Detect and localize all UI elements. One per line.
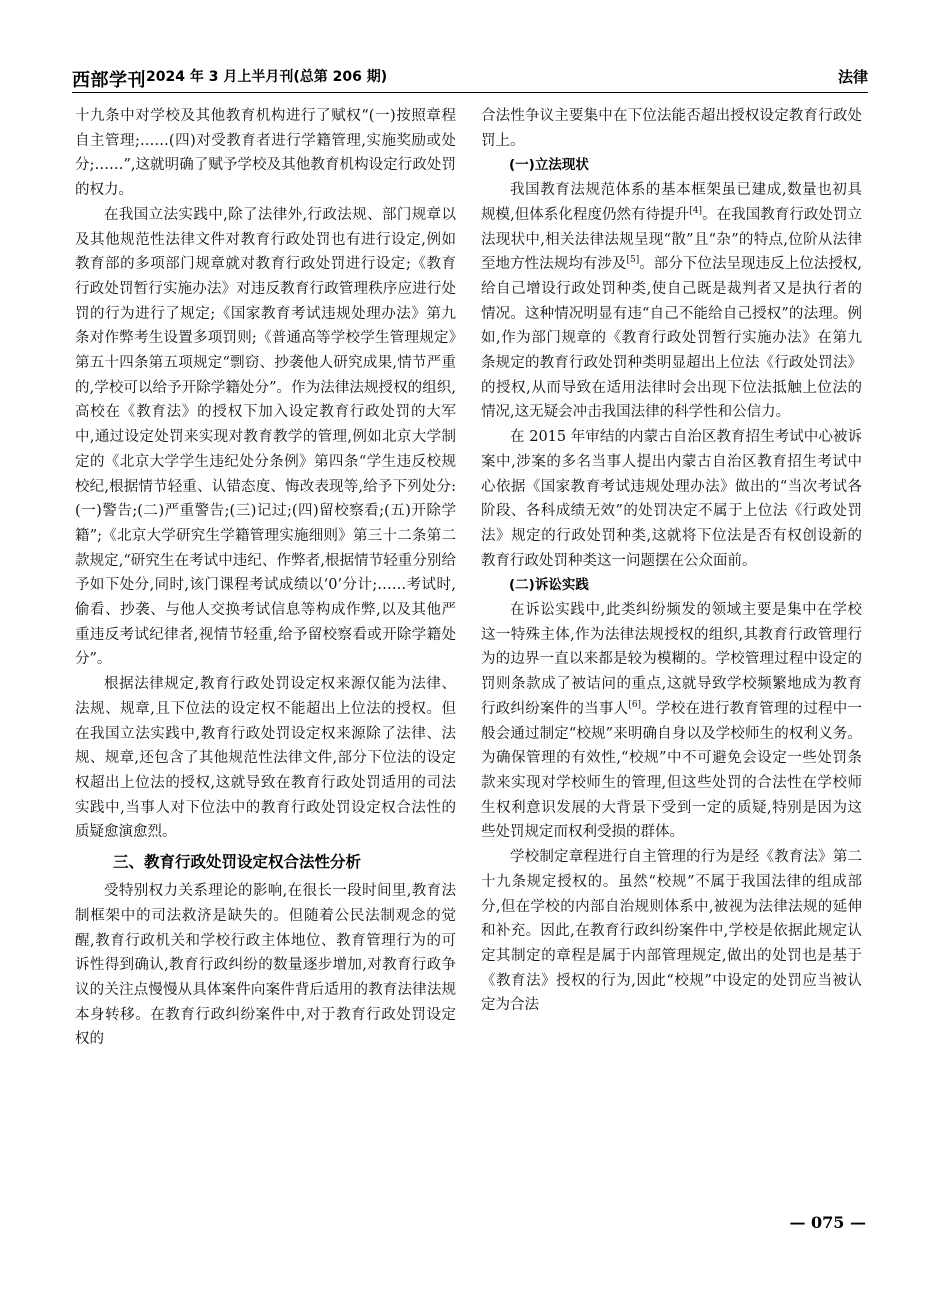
paragraph xyxy=(481,598,862,845)
issue-info: 2024 年 3 月上半月刊(总第 206 期) xyxy=(146,69,388,85)
citation: [6] xyxy=(628,699,642,710)
subsection-heading: (二)诉讼实践 xyxy=(509,577,589,594)
left-column xyxy=(75,104,456,1052)
section-heading: 三、教育行政处罚设定权合法性分析 xyxy=(113,853,362,872)
text: 。部分下位法呈现违反上位法授权,给自己增设行政处罚种类,使自己既是裁判者又是执行者的情况。这种情况明显有违“自己不能给自己授权”的法理。例如,作为部门规章的《教育行政处罚暂行实施办法》在第九条规定的教育行政处罚种类明显超出上位法《行政处罚法》的授权,从而导致在适用法律时会出现下位法抵触上位法的情况,这无疑会冲击我国法律的科学性和公信力。 xyxy=(481,256,863,421)
citation: [4] xyxy=(689,205,703,216)
subsection-heading: (一)立法现状 xyxy=(509,157,589,174)
text: 在诉讼实践中,此类纠纷频发的领域主要是集中在学校这一特殊主体,作为法律法规授权的组织,其教育行政管理行为的边界一直以来都是较为模糊的。学校管理过程中设定的罚则条款成了被诘问的重点,这就导致学校频繁地成为教育行政纠纷案件的当事人 xyxy=(481,602,862,717)
paragraph: 学校制定章程进行自主管理的行为是经《教育法》第二十九条规定授权的。虽然“校规”不属于我国法律的组成部分,但在学校的内部自治规则体系中,被视为法律法规的延伸和补充。因此,在教育行政纠纷案件中,学校是依据此规定认定其制定的章程是属于内部管理规定,做出的处罚也是基于《教育法》授权的行为,因此“校规”中设定的处罚应当被认定为合法 xyxy=(481,849,862,1014)
paragraph xyxy=(481,178,862,425)
paragraph: 十九条中对学校及其他教育机构进行了赋权“(一)按照章程自主管理;……(四)对受教育者进行学籍管理,实施奖励或处分;……”,这就明确了赋予学校及其他教育机构设定行政处罚的权力。 xyxy=(75,108,456,199)
paragraph: 根据法律规定,教育行政处罚设定权来源仅能为法律、法规、规章,且下位法的设定权不能超出上位法的授权。但在我国立法实践中,教育行政处罚设定权来源除了法律、法规、规章,还包含了其他规范性法律文件,部分下位法的设定权超出上位法的授权,这就导致在教育行政处罚适用的司法实践中,当事人对下位法中的教育行政处罚设定权合法性的质疑愈演愈烈。 xyxy=(75,676,456,841)
page-header xyxy=(72,62,868,90)
text: 。学校在进行教育管理的过程中一般会通过制定“校规”来明确自身以及学校师生的权利义务。为确保管理的有效性,“校规”中不可避免会设定一些处罚条款来实现对学校师生的管理,但这些处罚的合法性在学校师生权利意识发展的大背景下受到一定的质疑,特别是因为这些处罚规定而权利受损的群体。 xyxy=(481,700,863,841)
paragraph: 在我国立法实践中,除了法律外,行政法规、部门规章以及其他规范性法律文件对教育行政处罚也有进行设定,例如教育部的多项部门规章就对教育行政处罚进行设定;《教育行政处罚暂行实施办法》对违反教育行政管理秩序应进行处罚的行为进行了规定;《国家教育考试违规处理办法》第九条对作弊考生设置多项罚则;《普通高等学校学生管理规定》第五十四条第五项规定“剽窃、抄袭他人研究成果,情节严重的,学校可以给予开除学籍处分”。作为法律法规授权的组织,高校在《教育法》的授权下加入设定教育行政处罚的大军中,通过设定处罚来实现对教育教学的管理,例如北京大学制定的《北京大学学生违纪处分条例》第四条“学生违反校规校纪,根据情节轻重、认错态度、悔改表现等,给予下列处分:(一)警告;(二)严重警告;(三)记过;(四)留校察看;(五)开除学籍”;《北京大学研究生学籍管理实施细则》第三十二条第二款规定,“研究生在考试中违纪、作弊者,根据情节轻重分别给予如下处分,同时,该门课程考试成绩以‘0’分计;……考试时,偷看、抄袭、与他人交换考试信息等构成作弊,以及其他严重违反考试纪律者,视情节轻重,给予留校察看或开除学籍处分”。 xyxy=(75,206,456,668)
text: 我国教育法规范体系的基本框架虽已建成,数量也初具规模,但体系化程度仍然有待提升 xyxy=(481,182,862,223)
text: 。在我国教育行政处罚立法现状中,相关法律法规呈现“散”且“杂”的特点,位阶从法律至地方性法规均有涉及 xyxy=(481,206,863,273)
citation: [5] xyxy=(626,255,640,266)
page-number: — 075 — xyxy=(789,1213,866,1232)
paragraph: 在 2015 年审结的内蒙古自治区教育招生考试中心被诉案中,涉案的多名当事人提出内蒙古自治区教育招生考试中心依据《国家教育考试违规处理办法》做出的“当次考试各阶段、各科成绩无效”的处罚决定不属于上位法《行政处罚法》规定的行政处罚种类,这就将下位法是否有权创设新的教育行政处罚种类这一问题摆在公众面前。 xyxy=(481,429,862,569)
section-name: 法律 xyxy=(837,68,868,86)
paragraph: 受特别权力关系理论的影响,在很长一段时间里,教育法制框架中的司法救济是缺失的。但随着公民法制观念的觉醒,教育行政机关和学校行政主体地位、教育管理行为的可诉性得到确认,教育行政纠纷的数量逐步增加,对教育行政争议的关注点慢慢从具体案件向案件背后适用的教育法律法规本身转移。在教育行政纠纷案件中,对于教育行政处罚设定权的 xyxy=(75,883,456,1048)
header-rule xyxy=(72,92,868,93)
right-column xyxy=(481,104,862,1018)
journal-name: 西部学刊 xyxy=(72,70,146,91)
paragraph: 合法性争议主要集中在下位法能否超出授权设定教育行政处罚上。 xyxy=(481,108,862,149)
